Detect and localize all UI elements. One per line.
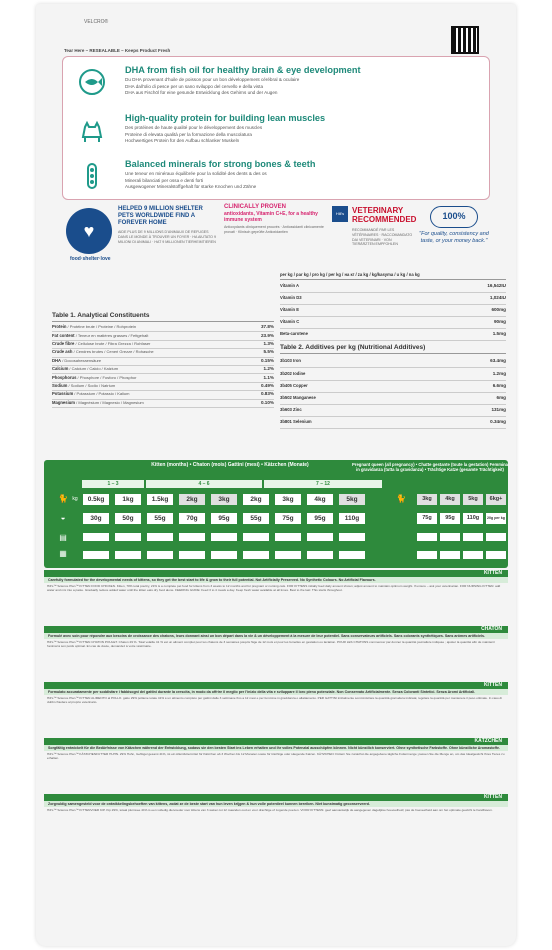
bowl-icon: ◒ <box>60 513 66 522</box>
satisfaction-badge <box>418 204 490 268</box>
queen-can-cell <box>462 550 484 560</box>
row-label: Potassium / Potassium / Potassio / Kalium <box>52 391 130 397</box>
can-cell <box>306 550 334 560</box>
table-row <box>52 358 274 366</box>
row-name: Beta-carotene <box>280 331 308 337</box>
language-section-4 <box>44 794 508 850</box>
benefit-sub: Une teneur en minéraux équilibrée pour la solidité des dents & des os <box>125 171 267 176</box>
table-row <box>280 368 506 380</box>
table-row <box>52 366 274 374</box>
row-sub: Cellulose brute / Fibra Grezza / Rohfaser <box>77 341 151 347</box>
table-row <box>280 417 506 429</box>
row-name: 3b202 Iodine <box>280 370 306 376</box>
queen-cup-cell <box>462 532 484 542</box>
row-value: 0.10% <box>260 399 274 405</box>
benefit-sub: Hochwertiges Protein für den Aufbau schlanker Muskeln <box>125 138 240 143</box>
benefit-sub: Des protéines de haute qualité pour le développement des muscles <box>125 125 263 130</box>
language-name: KÄTZCHEN <box>44 738 508 745</box>
amount-cell: 55g <box>146 512 174 525</box>
language-tagline: Formulato accuratamente per soddisfare i fabbisogni dei gattini durante la crescita, in modo da offrire il meglio per l'inizio della vita e sviluppare il loro pieno potenziale. Non Conservato Artificialmente. Senza Coloranti Sintetici. Senza Aromi Artificiali. <box>44 689 508 695</box>
queen-weight-cell: 4kg <box>439 493 461 506</box>
queen-cup-cell <box>439 532 461 542</box>
cat-weight-icon: 🐈 <box>58 494 68 503</box>
table-row <box>280 405 506 417</box>
row-name: Phosphorus <box>52 374 77 380</box>
row-label: Sodium / Sodium / Sodio / Natrium <box>52 383 116 389</box>
benefit-sub: DHA aus Fischöl für eine gesunde Entwicklung des Gehirns und der Augen <box>125 90 278 95</box>
benefit-protein <box>63 109 491 153</box>
can-cell <box>146 550 174 560</box>
row-label: Crude ash / Cendres brutes / Ceneri Grezze / Rohasche <box>52 349 154 355</box>
row-value: 1.3% <box>263 341 274 347</box>
queen-weight-cell: 5kg <box>462 493 484 506</box>
row-name: Vitamin E <box>280 306 300 312</box>
table-row <box>52 349 274 357</box>
clinically-proven-badge <box>224 204 326 268</box>
row-value: 1,024IU <box>489 294 506 300</box>
row-value: 5.5% <box>263 349 274 355</box>
tear-here-note: Tear Here – RESEALABLE – Keeps Product Fresh <box>64 48 171 53</box>
row-label: Magnesium / Magnésium / Magnesio / Magnesium <box>52 399 144 405</box>
language-tagline: Zorgvuldig samengesteld voor de ontwikkelingsbehoeften van kittens, zodat ze de beste start van hun leven krijgen & hun volle potentieel kunnen bereiken. Niet kunstmatig geconserveerd. <box>44 801 508 807</box>
table-row <box>280 393 506 405</box>
cup-cell <box>178 532 206 542</box>
row-value: 1.5mg <box>492 331 506 337</box>
weight-cell: 2kg <box>178 493 206 506</box>
weight-cell: 1.5kg <box>146 493 174 506</box>
language-section-1 <box>44 626 508 682</box>
benefit-dha <box>63 61 491 105</box>
can-icon: ▦ <box>59 549 67 558</box>
weight-cell: 0.5kg <box>82 493 110 506</box>
fish-icon <box>77 67 107 97</box>
row-name: 3b603 Zinc <box>280 407 302 413</box>
row-name: Vitamin D3 <box>280 294 302 300</box>
table-row <box>280 356 506 368</box>
queen-amount-cell: 110g <box>462 512 484 525</box>
row-name: Sodium <box>52 383 68 389</box>
table-row <box>52 374 274 382</box>
weight-cell: 3kg <box>210 493 238 506</box>
table-row <box>280 305 506 317</box>
age-7-12: 7 – 12 <box>264 480 382 488</box>
language-tagline: Formulé avec soin pour répondre aux besoins de croissance des chatons, leurs donnant ainsi un bon départ dans la vie & un développement à la mesure de leur potentiel. Sans conservateurs artificiels. Sans colorants synthétiques. Sans arômes artificiels. <box>44 633 508 639</box>
row-name: Calcium <box>52 366 69 372</box>
satisfaction-seal: 100% <box>430 206 478 228</box>
language-text: Hill's™ Science Plan™ KITTEN ALIMENTO al POLLO. gatto 29% pollame totale 41% è un alimento completo per gattini dalle 3 settimane fino a 12 mesi e per femmine in gravidanza o allattamento. PER GATTINI inizialmente somministrare la quantità giornaliera indicata; regolare la quantità per mantenere il peso ottimale. In caso di dubbi chiedere al proprio veterinario. <box>47 696 502 705</box>
amount-cell: 95g <box>306 512 334 525</box>
vet-small: RECOMMANDÉ PAR LES VÉTÉRINAIRES · RACCOMANDATO DAI VETERINARI · VON TIERÄRZTEN EMPFOHLEN <box>352 228 413 247</box>
row-name: Magnesium <box>52 399 76 405</box>
table-row <box>280 381 506 393</box>
table-row <box>280 317 506 329</box>
row-name: Vitamin C <box>280 319 300 325</box>
shelter-small: AIDE PLUS DE 9 MILLIONS D'ANIMAUX DE REFUGES DANS LE MONDE À TROUVER UN FOYER · HA AIUTATO 9 MILIONI DI ANIMALI · HAT 9 MILLIONEN TIERHEIMTIEREN <box>118 230 216 244</box>
product-bag-back <box>36 4 516 946</box>
table2-header: per kg / par kg / pro kg / per kg / на кг / za kg / kg/kasyma / u kg / na kg <box>280 272 420 278</box>
benefit-minerals <box>63 155 491 199</box>
language-tagline: Sorgfältig entwickelt für die Bedürfnisse von Kätzchen während der Entwicklung, sodass sie den besten Start ins Leben erhalten und ihr volles Potenzial ausschöpfen können. Nicht künstlich konserviert. Ohne synthetische Farbstoffe. Ohne künstliche Aromastoffe. <box>44 745 508 751</box>
row-sub: Potassium / Potassio / Kalium <box>76 391 130 397</box>
can-cell <box>114 550 142 560</box>
row-name: Potassium <box>52 391 74 397</box>
row-name: Vitamin A <box>280 282 300 288</box>
cat-icon <box>77 115 107 145</box>
amount-cell: 30g <box>82 512 110 525</box>
amount-cell: 55g <box>242 512 270 525</box>
age-1-3: 1 – 3 <box>82 480 144 488</box>
row-sub: Teneur en matières grasses / Fettgehalt <box>77 332 149 338</box>
bag-top-seal <box>36 4 516 40</box>
row-value: 23.9% <box>260 332 274 338</box>
row-sub: Phosphore / Fosforo / Phosphor <box>79 374 137 380</box>
row-name: DHA <box>52 357 62 363</box>
cup-cell <box>210 532 238 542</box>
language-name: KITTEN <box>44 794 508 801</box>
row-name: Crude ash <box>52 349 73 355</box>
can-cell <box>210 550 238 560</box>
table2-title: Table 2. Additives per kg (Nutritional Additives) <box>280 344 506 354</box>
queen-header: Pregnant queen (all pregnancy) • Chatte gestante (toute la gestation) Femmina in gravidanza (tutta la gravidanza) • Trächtige Katze (gesamte Trächtigkeit) <box>352 462 508 472</box>
cup-cell <box>338 532 366 542</box>
nutrition-tables <box>44 272 508 458</box>
shelter-logo: food·shelter·love <box>70 256 111 262</box>
bone-icon <box>77 161 107 191</box>
weight-cell: 4kg <box>306 493 334 506</box>
hills-logo: Hill's <box>332 206 348 222</box>
qr-code <box>451 26 479 54</box>
weight-cell: 5kg <box>338 493 366 506</box>
shelter-badge <box>62 204 218 268</box>
row-value: 0.34mg <box>490 419 506 425</box>
language-text: Hill's™ Science Plan™ KÄTZCHENFUTTER HUHN. 29% Huhn, Geflügel gesamt 41%, ist ein Alleinfuttermittel für Kätzchen ab 3 Wochen bis 12 Monaten sowie für trächtige oder säugende Katzen. KÄTZCHEN: Füttern Sie zunächst die angegebene tägliche Futtermenge; passen Sie die Menge an, um das Idealgewicht Ihres Tieres zu erhalten. <box>47 752 505 761</box>
cup-icon: ▤ <box>59 533 67 542</box>
row-sub: Protéine brute / Proteine / Rohprotein <box>69 324 137 330</box>
table-row <box>280 329 506 341</box>
table-row <box>52 400 274 408</box>
can-cell <box>178 550 206 560</box>
table-row <box>52 332 274 340</box>
feeding-guide <box>44 460 508 568</box>
amount-cell: 70g <box>178 512 206 525</box>
benefits-panel <box>62 56 490 200</box>
language-name: KITTEN <box>44 570 508 577</box>
row-label: Protein / Protéine brute / Proteine / Rohprotein <box>52 324 137 330</box>
satisfaction-text: "For quality, consistency and taste, or your money back." <box>419 231 489 244</box>
queen-cat-icon: 🐈 <box>396 494 406 503</box>
row-label: DHA / Docosahexaensäure <box>52 357 102 363</box>
row-name: Protein <box>52 324 67 330</box>
row-value: 0.83% <box>260 391 274 397</box>
weight-cell: 2kg <box>242 493 270 506</box>
can-cell <box>274 550 302 560</box>
cup-cell <box>146 532 174 542</box>
row-value: 600mg <box>491 306 506 312</box>
language-text: Hill's™ Science Plan™ KITTEN FOOD CHICKEN. Kitten, 70% total poultry, 21% is a complete pet food for kittens from 3 weeks to 12 months and for pregnant or nursing cats. FOR KITTENS initially feed daily amount shown; adjust amount to maintain optimum weight. If unsure – ask your veterinarian. FOR NURSING KITTEN: add water and mix into a paste. Gradually reduce added water until the kitten eats dry food alone. FEEDING GUIDE: Feed 3 to 4 meals a day. Keep fresh water available at all times. Best to the last: This starts throughout. <box>47 584 501 593</box>
language-text: Hill's™ Science Plan™ KITTENVOER KIP. Kip 29%, totaal pluimvee 41% is een volledig diervoeder voor kittens van 3 weken tot 12 maanden oud en voor drachtige of zogende poezen. VOOR KITTENS: geef aanvankelijk de aangegeven dagelijkse hoeveelheid; pas de hoeveelheid aan om het optimale gewicht te handhaven. <box>47 808 493 812</box>
language-section-3 <box>44 738 508 794</box>
kg-label: kg <box>72 496 78 502</box>
table-row <box>280 280 506 292</box>
table-row <box>52 383 274 391</box>
queen-amount-cell: 20g per kg <box>485 512 507 525</box>
table1-title: Table 1. Analytical Constituents <box>52 312 274 322</box>
row-value: 37.8% <box>260 324 274 330</box>
table-row <box>52 391 274 399</box>
row-value: 63.4mg <box>490 358 506 364</box>
row-sub: Calcium / Calcio / Kalzium <box>71 366 119 372</box>
velcro-logo: VELCRO® <box>84 19 109 25</box>
benefit-title: Balanced minerals for strong bones & teeth <box>125 159 316 169</box>
row-value: 1.2mg <box>492 370 506 376</box>
benefit-sub: Du DHA provenant d'huile de poisson pour un bon développement cérébral & oculaire <box>125 77 300 82</box>
row-value: 16,542IU <box>487 282 506 288</box>
cup-cell <box>114 532 142 542</box>
row-label: Fat content / Teneur en matières grasses / Fettgehalt <box>52 332 149 338</box>
amount-cell: 95g <box>210 512 238 525</box>
amount-cell: 75g <box>274 512 302 525</box>
queen-can-cell <box>439 550 461 560</box>
row-label: Crude fibre / Cellulose brute / Fibra Grezza / Rohfaser <box>52 341 151 347</box>
row-value: 0.49% <box>260 383 274 389</box>
row-name: 3b405 Copper <box>280 382 308 388</box>
table-row <box>280 293 506 305</box>
language-text: Hill's™ Science Plan™ KITTEN CHATON POULET. Chaton 29 %. Total volaille 41 % est un aliment complet pour les chatons de 3 semaines jusqu'à l'âge de 12 mois et pour les femelles en gestation ou lactation. POUR LES CHATONS commencer par donner la quantité journalière indiquée ; ajuster la quantité afin de maintenir l'animal à son poids optimal. En cas de doute, demandez à votre vétérinaire. <box>47 640 495 649</box>
row-value: 90mg <box>493 319 506 325</box>
benefit-title: High-quality protein for building lean muscles <box>125 113 326 123</box>
clinical-title: CLINICALLY PROVEN <box>224 204 287 210</box>
clinical-sub: antioxidants, Vitamin C+E, for a healthy immune system <box>224 211 318 223</box>
queen-cup-cell <box>416 532 438 542</box>
benefit-sub: DHA dall'olio di pesce per un sano sviluppo del cervello e della vista <box>125 83 264 89</box>
benefit-sub: Ausgewogener Mineralstoffgehalt für starke Knochen und Zähne <box>125 184 257 189</box>
vet-title: VETERINARY RECOMMENDED <box>352 206 417 224</box>
language-section-2 <box>44 682 508 738</box>
can-cell <box>82 550 110 560</box>
queen-can-cell <box>416 550 438 560</box>
row-label: Phosphorus / Phosphore / Fosforo / Phosphor <box>52 374 137 380</box>
language-section-0 <box>44 570 508 626</box>
row-sub: Magnésium / Magnesio / Magnesium <box>78 399 144 405</box>
clinical-small: Antioxydants cliniquement prouvés · Antiossidanti clinicamente provati · Klinisch geprüfte Antioxidantien <box>224 225 324 234</box>
language-sections <box>44 570 508 850</box>
table-analytical <box>52 312 274 408</box>
row-value: 1.2% <box>263 366 274 372</box>
queen-weight-cell: 6kg+ <box>485 493 507 506</box>
row-label: Calcium / Calcium / Calcio / Kalzium <box>52 366 119 372</box>
vet-recommended-badge <box>332 204 417 268</box>
language-name: KITTEN <box>44 682 508 689</box>
table-row <box>52 324 274 332</box>
amount-cell: 110g <box>338 512 366 525</box>
row-name: 3b502 Manganese <box>280 394 316 400</box>
can-cell <box>242 550 270 560</box>
row-value: 131mg <box>491 407 506 413</box>
row-value: 6.6mg <box>492 382 506 388</box>
cup-cell <box>274 532 302 542</box>
queen-cup-cell <box>485 532 507 542</box>
heart-icon: ♥ <box>66 208 112 254</box>
cup-cell <box>82 532 110 542</box>
row-sub: Cendres brutes / Ceneri Grezze / Rohasche <box>75 349 154 355</box>
feeding-header <box>44 460 508 480</box>
row-sub: Sodium / Sodio / Natrium <box>70 383 116 389</box>
row-value: 1.1% <box>263 374 274 380</box>
queen-can-cell <box>485 550 507 560</box>
cup-cell <box>242 532 270 542</box>
can-cell <box>338 550 366 560</box>
row-name: 3b103 Iron <box>280 358 301 364</box>
queen-weight-cell: 3kg <box>416 493 438 506</box>
cup-cell <box>306 532 334 542</box>
kitten-header: Kitten (months) • Chaton (mois) Gattini (mesi) • Kätzchen (Monate) <box>151 462 309 468</box>
table-row <box>52 341 274 349</box>
weight-cell: 3kg <box>274 493 302 506</box>
amount-cell: 50g <box>114 512 142 525</box>
shelter-title: HELPED 9 MILLION SHELTER PETS WORLDWIDE FIND A FOREVER HOME <box>118 206 203 226</box>
row-sub: Docosahexaensäure <box>64 357 102 363</box>
age-4-6: 4 – 6 <box>146 480 262 488</box>
badges-row <box>62 204 490 268</box>
row-value: 0.15% <box>260 357 274 363</box>
benefit-sub: Minerali bilanciati per ossa e denti forti <box>125 177 204 183</box>
row-name: Crude fibre <box>52 341 75 347</box>
row-name: Fat content <box>52 332 75 338</box>
language-name: CHATON <box>44 626 508 633</box>
row-value: 6mg <box>496 394 506 400</box>
language-tagline: Carefully formulated for the developmental needs of kittens, so they get the best start to life & grow to their full potential. Not Artificially Preserved. No Synthetic Colours. No Artificial Flavours. <box>44 577 508 583</box>
weight-cell: 1kg <box>114 493 142 506</box>
benefit-sub: Proteine di elevata qualità per la formazione della muscolatura <box>125 131 252 137</box>
queen-amount-cell: 75g <box>416 512 438 525</box>
benefit-title: DHA from fish oil for healthy brain & eye development <box>125 65 361 75</box>
table-additives <box>280 272 506 429</box>
queen-amount-cell: 95g <box>439 512 461 525</box>
row-name: 3b801 Selenium <box>280 419 312 425</box>
